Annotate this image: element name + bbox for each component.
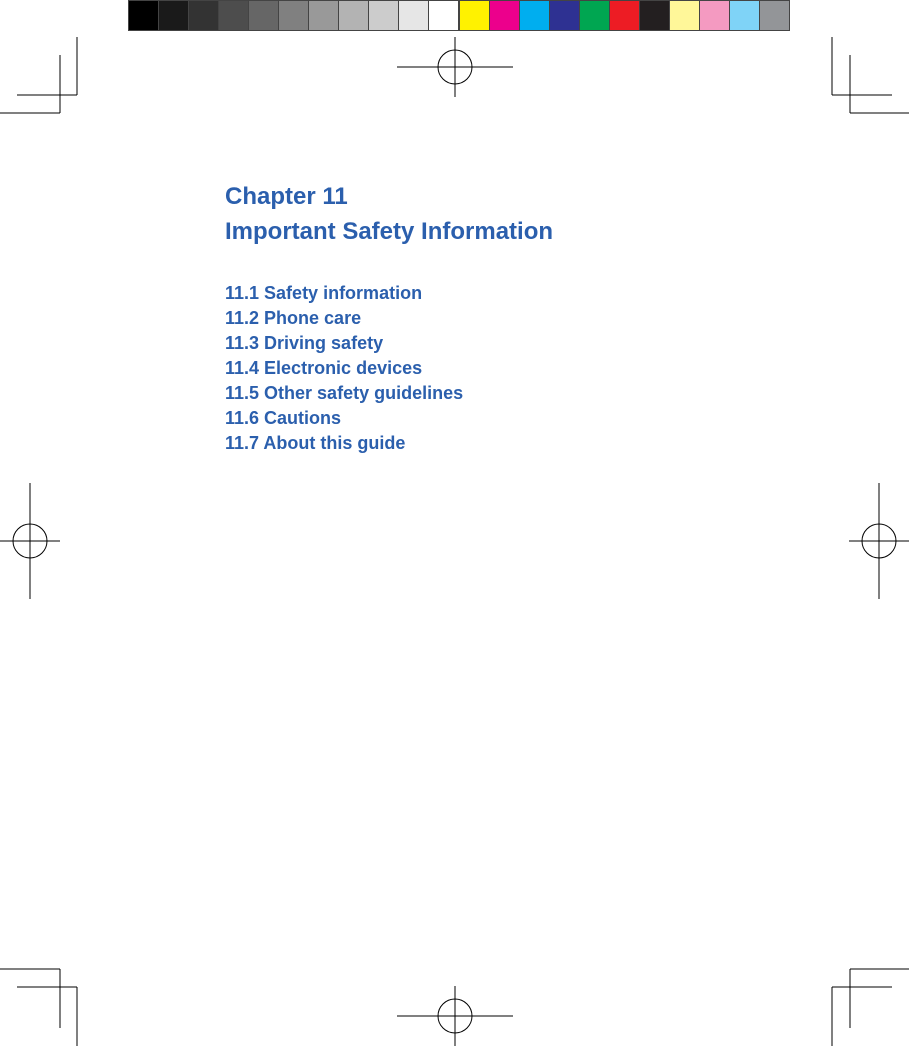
crop-mark-top-right xyxy=(832,37,909,113)
crop-mark-bottom-left xyxy=(0,969,77,1046)
toc-item-safety-information[interactable]: 11.1 Safety information xyxy=(225,283,423,303)
crop-mark-bottom-right xyxy=(832,969,909,1046)
registration-mark-bottom xyxy=(397,986,513,1046)
registration-mark-right xyxy=(849,483,909,599)
toc-item-cautions[interactable]: 11.6 Cautions xyxy=(225,408,342,428)
crop-mark-top-left xyxy=(0,37,77,113)
toc-item-electronic-devices[interactable]: 11.4 Electronic devices xyxy=(225,358,423,378)
chapter-heading xyxy=(225,179,553,249)
toc-item-phone-care[interactable]: 11.2 Phone care xyxy=(225,308,362,328)
registration-mark-left xyxy=(0,483,60,599)
chapter-title: Important Safety Information xyxy=(225,218,554,245)
toc-item-driving-safety[interactable]: 11.3 Driving safety xyxy=(225,333,384,353)
registration-mark-top xyxy=(397,37,513,97)
chapter-contents-list xyxy=(225,281,463,456)
toc-item-other-safety-guidelines[interactable]: 11.5 Other safety guidelines xyxy=(225,383,464,403)
chapter-number: Chapter 11 xyxy=(225,183,348,210)
toc-item-about-this-guide[interactable]: 11.7 About this guide xyxy=(225,433,406,453)
